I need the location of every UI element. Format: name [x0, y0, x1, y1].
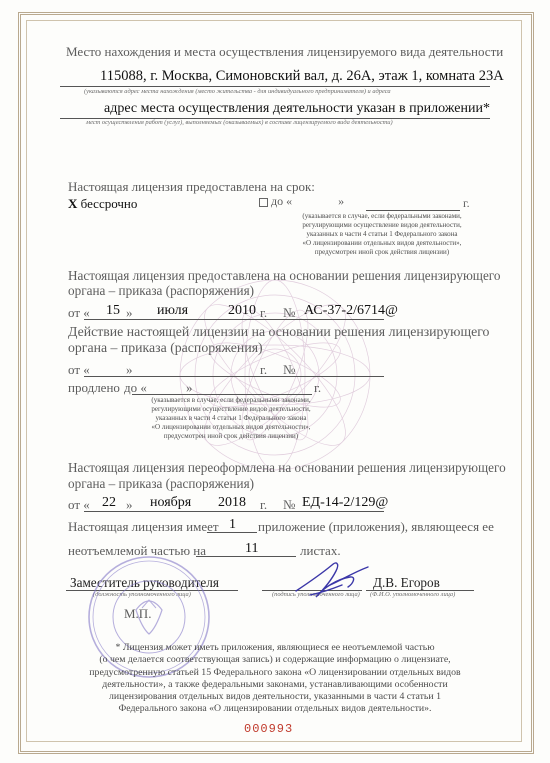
footnote-line: Федерального закона «О лицензировании отдельных видов деятельности». [118, 703, 432, 715]
reissue-heading-2: органа – приказа (распоряжения) [68, 476, 255, 491]
reissue-year-suffix: г. [260, 497, 268, 512]
position-caption: (должность уполномоченного лица) [93, 591, 191, 598]
footnote-line: предусмотренную статьей 15 Федерального закона «О лицензировании отдельных видов [89, 666, 461, 678]
term-year-suffix: г. [463, 196, 470, 210]
works-caption: мест осуществления работ (услуг), выполняемых (оказываемых) в составе лицензируемого вида деятельности) [86, 119, 393, 126]
basis-day: 15 [106, 303, 120, 318]
reissue-from: от « [68, 497, 90, 512]
appendix-address-note: адрес места осуществления деятельности указан в приложении* [104, 101, 490, 116]
action-from: от « [68, 362, 90, 377]
basis-number: АС-37-2/6714@ [304, 303, 398, 318]
basis-year-suffix: г. [260, 305, 268, 320]
appendix-text-4: листах. [300, 543, 341, 558]
term-until [259, 194, 344, 209]
footnote-line: деятельности», а также федеральными законами, устанавливающими особенности [102, 678, 448, 690]
action-close-quote: » [126, 362, 133, 377]
footnote-line: * Лицензия может иметь приложения, являющиеся ее неотъемлемой частью [115, 642, 435, 653]
term-until-checkbox [259, 198, 268, 207]
term-note-line: предусмотрен иной срок действия лицензии) [314, 248, 450, 256]
action-extended: продлено [68, 380, 120, 395]
action-heading-2: органа – приказа (распоряжения) [68, 340, 263, 355]
term-year-line [366, 210, 460, 211]
address-line [60, 86, 490, 87]
term-note-line: (указывается в случае, если федеральными законами, [302, 212, 462, 220]
signer-position: Заместитель руководителя [70, 575, 219, 590]
reissue-close-quote: » [126, 497, 133, 512]
basis-month: июля [157, 303, 189, 318]
term-unlimited-mark: X [68, 196, 78, 211]
basis-line [84, 319, 384, 320]
action-until: до « [124, 380, 147, 395]
location-heading: Место нахождения и места осуществления лицензируемого вида деятельности [66, 44, 504, 59]
handwritten-signature [290, 555, 380, 605]
action-note-line: «О лицензировании отдельных видов деятельности», [151, 423, 311, 431]
reissue-heading: Настоящая лицензия переоформлена на основании решения лицензирующего [68, 460, 506, 475]
sign-caption: (подпись уполномоченного лица) [272, 591, 360, 598]
reissue-line [84, 511, 384, 512]
appendix-text-2: приложение (приложения), являющееся ее [258, 519, 494, 534]
action-no-label: № [283, 362, 296, 377]
footnote-line: (о чем делается соответствующая запись) и содержащие информацию о лицензиате, [99, 654, 451, 666]
signer-name: Д.В. Егоров [373, 575, 440, 590]
footnote-line: лицензирования отдельных видов деятельности, указанными в части 4 статьи 1 [109, 691, 441, 703]
appendix-text-3: неотъемлемой частью на [68, 543, 207, 558]
term-unlimited [68, 196, 137, 212]
address: 115088, г. Москва, Симоновский вал, д. 26А, этаж 1, комната 23А [100, 68, 504, 84]
serial-number: 000993 [244, 722, 294, 736]
action-until-line [132, 394, 312, 395]
stamp-place: М.П. [124, 606, 152, 621]
action-year-suffix: г. [260, 362, 268, 377]
basis-from: от « [68, 305, 90, 320]
basis-no-label: № [283, 305, 296, 320]
reissue-month: ноября [150, 495, 192, 510]
reissue-number: ЕД-14-2/129@ [302, 495, 389, 510]
appendix-text-1: Настоящая лицензия имеет [68, 519, 219, 534]
action-note-line: предусмотрен иной срок действия лицензии) [163, 432, 299, 440]
name-caption: (Ф.И.О. уполномоченного лица) [370, 591, 456, 598]
action-heading: Действие настоящей лицензии на основании решения лицензирующего [68, 324, 490, 339]
rosette-watermark [170, 270, 380, 480]
address-caption: (указываются адрес места нахождения (место жительства - для индивидуального предпринимателя) и адреса [84, 88, 391, 95]
action-note-line: указанных в части 4 статьи 1 Федерального закона [155, 414, 307, 422]
basis-heading: Настоящая лицензия предоставлена на основании решения лицензирующего [68, 268, 501, 283]
action-note-line: (указывается в случае, если федеральными законами, [151, 396, 311, 404]
term-note-line: регулирующими осуществление видов деятельности, [302, 221, 462, 229]
action-note [106, 396, 356, 441]
appendix-count: 1 [229, 517, 236, 532]
basis-year: 2010 [228, 303, 256, 318]
term-unlimited-label: бессрочно [80, 196, 138, 211]
term-note-line: указанных в части 4 статьи 1 Федерального закона [306, 230, 458, 238]
term-until-prefix: до « [271, 194, 293, 208]
footnote [40, 642, 510, 716]
reissue-day: 22 [102, 495, 116, 510]
action-until-year-suffix: г. [314, 380, 322, 395]
appendix-sheets: 11 [245, 541, 259, 556]
reissue-year: 2018 [218, 495, 246, 510]
term-note [262, 212, 502, 257]
appendix-count-line [207, 532, 257, 533]
basis-heading-2: органа – приказа (распоряжения) [68, 283, 255, 298]
action-line [84, 376, 384, 377]
action-until-quote: » [186, 380, 193, 395]
basis-close-quote: » [126, 305, 133, 320]
term-note-line: «О лицензировании отдельных видов деятельности», [302, 239, 462, 247]
term-heading: Настоящая лицензия предоставлена на срок: [68, 179, 315, 194]
action-note-line: регулирующими осуществление видов деятельности, [151, 405, 311, 413]
term-until-mid: » [338, 194, 345, 208]
reissue-no-label: № [283, 497, 296, 512]
